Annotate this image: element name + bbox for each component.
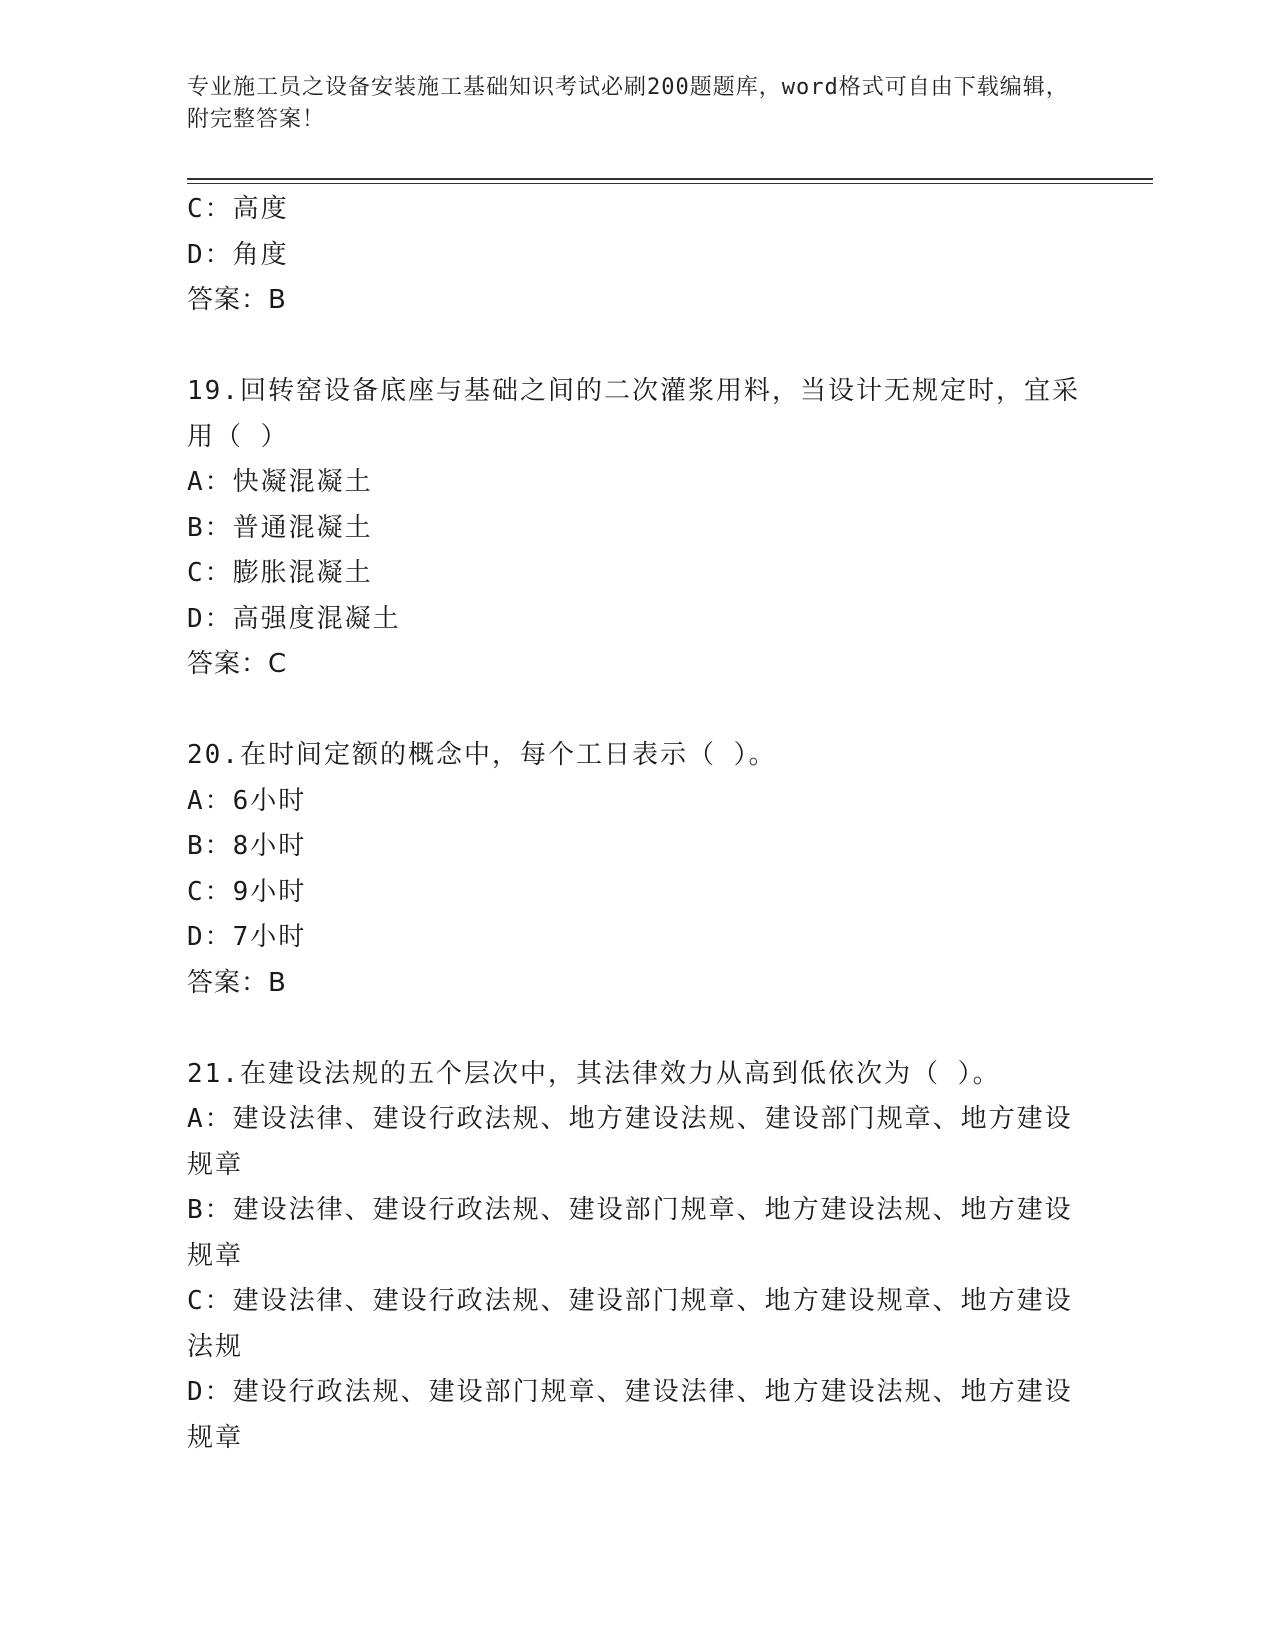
question-content bbox=[187, 187, 1087, 1461]
answer: 答案：C bbox=[187, 649, 288, 679]
option-c: C：膨胀混凝土 bbox=[187, 558, 373, 588]
option-c: C：高度 bbox=[187, 194, 289, 224]
option-b: B：普通混凝土 bbox=[187, 512, 373, 543]
option-d: D：高强度混凝土 bbox=[187, 603, 401, 634]
header-divider-thin bbox=[187, 183, 1153, 184]
answer: 答案：B bbox=[187, 285, 287, 315]
option-d: D：7小时 bbox=[187, 922, 307, 952]
option-d: D：建设行政法规、建设部门规章、建设法律、地方建设法规、地方建设规章 bbox=[187, 1377, 1073, 1453]
question-19: 19.回转窑设备底座与基础之间的二次灌浆用料，当设计无规定时，宜采用（ ） bbox=[187, 376, 1080, 452]
question-20: 20.在时间定额的概念中，每个工日表示（ ）。 bbox=[187, 740, 777, 770]
option-a: A：建设法律、建设行政法规、地方建设法规、建设部门规章、地方建设规章 bbox=[187, 1104, 1073, 1180]
option-c: C：9小时 bbox=[187, 876, 307, 907]
document-header: 专业施工员之设备安装施工基础知识考试必刷200题题库，word格式可自由下载编辑，附完整答案！ bbox=[187, 75, 1069, 132]
answer: 答案：B bbox=[187, 967, 287, 998]
option-a: A：6小时 bbox=[187, 785, 307, 816]
header-divider bbox=[187, 178, 1153, 180]
option-b: B：8小时 bbox=[187, 831, 307, 861]
option-c: C：建设法律、建设行政法规、建设部门规章、地方建设规章、地方建设法规 bbox=[187, 1286, 1073, 1362]
question-21: 21.在建设法规的五个层次中，其法律效力从高到低依次为（ ）。 bbox=[187, 1058, 1001, 1089]
option-a: A：快凝混凝土 bbox=[187, 467, 373, 497]
option-b: B：建设法律、建设行政法规、建设部门规章、地方建设法规、地方建设规章 bbox=[187, 1195, 1073, 1271]
option-d: D：角度 bbox=[187, 239, 289, 270]
